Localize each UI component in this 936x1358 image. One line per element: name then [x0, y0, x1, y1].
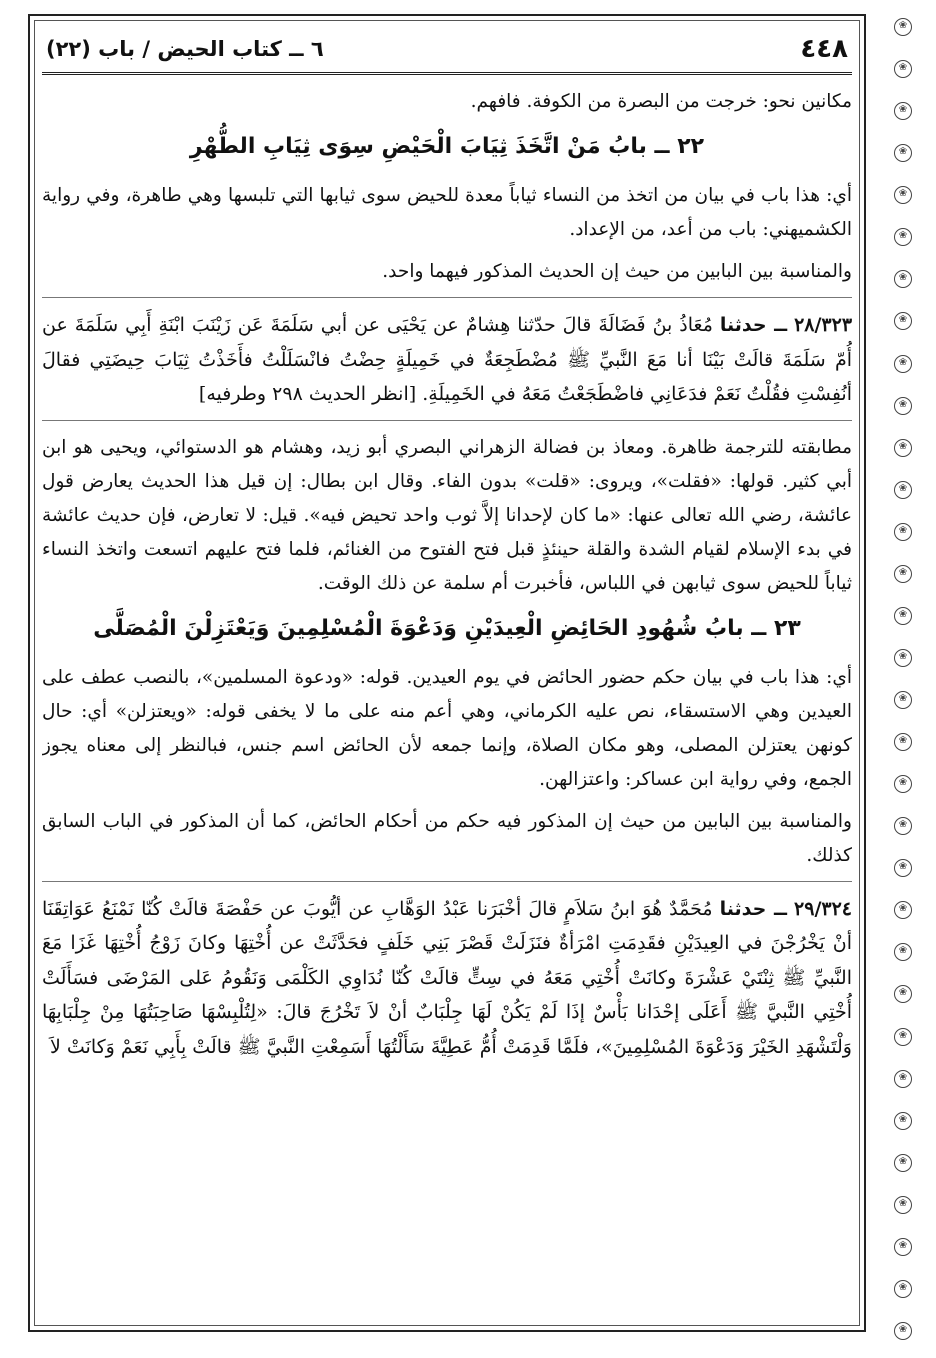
chapter-23-para-2: والمناسبة بين البابين من حيث إن المذكور فيه حكم من أحكام الحائض، كما أن المذكور في الباب السابق كذلك.	[42, 810, 852, 866]
divider	[42, 881, 852, 882]
divider	[42, 297, 852, 298]
hadith-opening: ــ حدثنا	[719, 897, 787, 920]
commentary-para: مطابقته للترجمة ظاهرة. ومعاذ بن فضالة الزهراني البصري أبو زيد، وهشام هو الدستوائي، ويحيى هو ابن أبي كثير. قولها: «فقلت»، ويروى: «قلت» بدون الفاء. وقال ابن بطال: إن قيل هذا الحديث يعارض قول عائشة، رضي الله تعالى عنها: «ما كان لإحدانا إلاَّ ثوب واحد تحيض فيه». قيل: لا تعارض، فإن حديث عائشة في بدء الإسلام لقيام الشدة والقلة حينئذٍ قبل فتح الفتوح من الغنائم، فلما فتح عليهم اتسعت واتخذ النساء ثياباً للحيض سوى ثيابهن في اللباس، فأخبرت أم سلمة عن ذلك الوقت.	[42, 436, 852, 594]
hadith-opening: ــ حدثنا	[719, 314, 788, 336]
running-header	[42, 30, 852, 75]
hadith-text: مُعَاذُ بنُ فَضَالَةَ قالَ حدّثنا هِشامٌ عن يَحْيَى عن أبي سَلَمَةَ عَن زَيْنَبَ ابْنَةِ أَبِي سَلَمَةَ عن أُمّ سَلَمَةَ قالَتْ بَيْنَا أنا مَعَ النَّبيِّ ﷺ مُضْطَجِعَةٌ في خَمِيلَةٍ حِضْتُ فانْسَلَلْتُ فأَخَذْتُ ثِيَابَ حِيضَتِي فقالَ أنُفِسْتِ فقُلْتُ نَعَمْ فدَعَانِي فاضْطَجَعْتُ مَعَهُ في الخَمِيلَةِ. [انظر الحديث ٢٩٨ وطرفيه]	[42, 314, 852, 405]
decorative-margin-border: ❀ ❀ ❀ ❀ ❀ ❀ ❀ ❀ ❀ ❀ ❀ ❀ ❀ ❀ ❀ ❀ ❀ ❀ ❀ ❀ ❀ ❀ ❀ ❀ ❀ ❀ ❀ ❀ ❀ ❀ ❀ ❀	[870, 0, 936, 1358]
hadith-number: ٢٩/٣٢٤	[794, 897, 852, 920]
hadith-323	[42, 308, 852, 412]
intro-line: مكانين نحو: خرجت من البصرة من الكوفة. فافهم.	[470, 91, 852, 112]
book-page	[42, 30, 852, 1320]
divider	[42, 420, 852, 421]
chapter-22-title: ٢٢ ــ بابُ مَنْ اتَّخَذَ ثِيَابَ الْحَيْضِ سِوَى ثِيَابِ الطُّهْرِ	[189, 134, 705, 159]
hadith-324	[42, 892, 852, 1065]
running-title: ٦ ــ كتاب الحيض / باب (٢٢)	[46, 37, 324, 61]
chapter-23-para-1: أي: هذا باب في بيان حكم حضور الحائض في يوم العيدين. قوله: «ودعوة المسلمين»، بالنصب عطف على العيدين وهي الاستسقاء، نص عليه الكرماني، وهي أعم منه على ما لا يخفى قوله: «ويعتزلن» أي: حال كونهن يعتزلن المصلى، وهو مكان الصلاة، وإنما جمعه لأن الحائض اسم جنس، فبالنظر إلى معناه يجوز الجمع، وفي رواية ابن عساكر: واعتزالهن.	[42, 666, 852, 790]
hadith-number: ٢٨/٣٢٣	[794, 314, 852, 336]
hadith-text: مُحَمَّدٌ هُوَ ابنُ سَلاَمٍ قالَ أخْبَرَنا عَبْدُ الوَهَّابِ عن أيُّوبَ عن حَفْصَةَ قالَتْ كُنّا نَمْنَعُ عَوَاتِقَنَا أنْ يَخْرُجْنَ في العِيدَيْنِ فقَدِمَتِ امْرَأةٌ فنَزَلَتْ قَصْرَ بَنِي خَلَفٍ فحَدَّثَتْ عن أُخْتِهَا وكانَ زَوْجُ أُخْتِهَا غَزَا مَعَ النَّبيِّ ﷺ ثِنْتَيْ عَشْرَةَ وكانَتْ أُخْتِي مَعَهُ في سِتٍّ قالَتْ كُنّا نُدَاوِي الكَلْمَى وَنَقُومُ عَلى المَرْضَى فسَأَلَتْ أُخْتِي النَّبيَّ ﷺ أَعَلَى إحْدَانا بَأْسٌ إذَا لَمْ يَكُنْ لَهَا جِلْبَابٌ أنْ لاَ تَخْرُجَ قالَ: «لِتُلْبِسْهَا صَاحِبَتُهَا مِنْ جِلْبَابِهَا وَلْتَشْهَدِ الخَيْرَ وَدَعْوَةَ المُسْلِمِينَ»، فلَمَّا قَدِمَتْ أُمُّ عَطِيَّةَ سَأَلْتُهَا أَسَمِعْتِ النَّبيَّ ﷺ قالَتْ بِأَبِي نَعَمْ وَكانَتْ لاَ	[42, 897, 852, 1058]
page-number: ٤٤٨	[800, 34, 848, 64]
chapter-22-para-1: أي: هذا باب في بيان من اتخذ من النساء ثياباً معدة للحيض سوى ثيابها التي تلبسها وهي طاهرة، وفي رواية الكشميهني: باب من أعد، من الإعداد.	[42, 185, 852, 240]
chapter-22-para-2: والمناسبة بين البابين من حيث إن الحديث المذكور فيهما واحد.	[382, 261, 852, 282]
chapter-23-title: ٢٣ ــ بابُ شُهُودِ الحَائِضِ الْعِيدَيْنِ وَدَعْوَةَ الْمُسْلِمِينَ وَيَعْتَزِلْنَ الْمُصَلَّى	[93, 615, 801, 641]
